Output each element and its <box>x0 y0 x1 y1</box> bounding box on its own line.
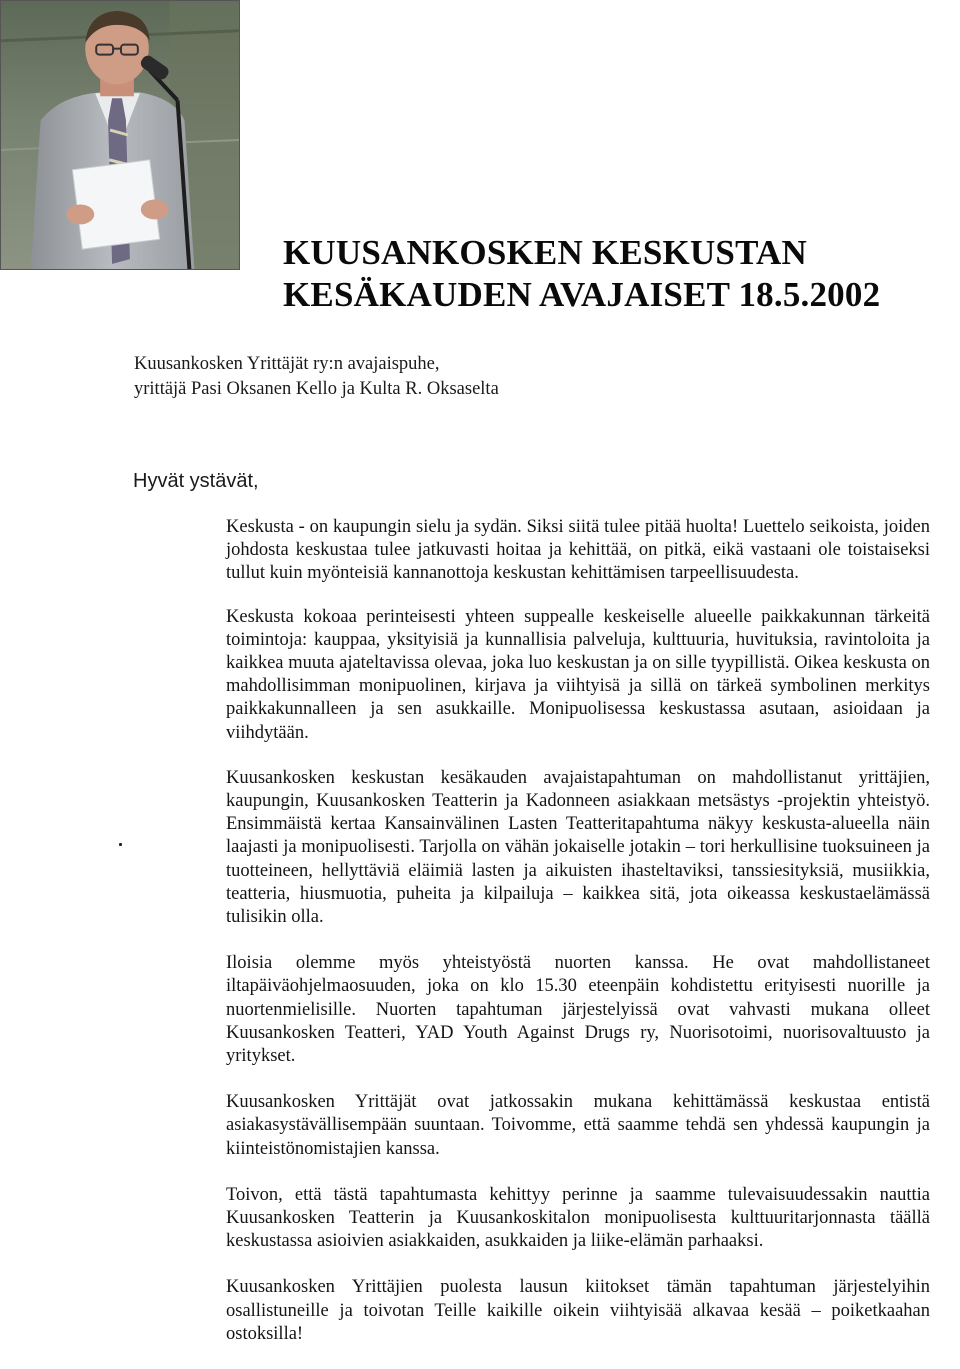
title-line-1: KUUSANKOSKEN KESKUSTAN <box>283 233 807 272</box>
scan-speck <box>119 843 122 846</box>
byline-line-1: Kuusankosken Yrittäjät ry:n avajaispuhe, <box>134 354 440 374</box>
paragraph-6: Toivon, että tästä tapahtumasta kehittyy perinne ja saamme tulevaisuudessakin nauttia Kuusankosken Teatterin ja Kuusankoskitalon monipuolisesta kulttuuritarjonnasta täällä keskustassa asioivien asiakkaiden, asukkaiden ja liike-elämän parhaaksi. <box>226 1184 930 1252</box>
paragraph-1: Keskusta - on kaupungin sielu ja sydän. Siksi siitä tulee pitää huolta! Luettelo seikoista, joiden johdosta keskustaa tulee jatkuvasti hoitaa ja kehittää, on pitkä, eikä vastaani ole toistaiseksi tullut kuin myönteisiä kannanottoja keskustan kehittämisen tarpeellisuudesta. <box>226 517 930 584</box>
page-title <box>283 232 880 316</box>
speech-body <box>226 516 930 1369</box>
paragraph-7: Kuusankosken Yrittäjien puolesta lausun kiitokset tämän tapahtuman järjestelyihin osallistuneille ja toivotan Teille kaikille oikein viihtyisää alkavaa kesää – poiketkaahan ostoksilla! <box>226 1277 930 1344</box>
paragraph-5: Kuusankosken Yrittäjät ovat jatkossakin mukana kehittämässä keskustaa entistä asiakasystävällisempään suuntaan. Toivomme, että saamme tehdä sen yhdessä kaupungin ja kiinteistönomistajien kanssa. <box>226 1092 930 1159</box>
paragraph-2: Keskusta kokoaa perinteisesti yhteen suppealle keskeiselle alueelle paikkakunnan tärkeitä toimintoja: kauppaa, yksityisiä ja kunnallisia palveluja, kulttuuria, huvituksia, ravintoloita ja kaikkea muuta ajateltavissa olevaa, joka luo keskustan ja on sille tyypillistä. Oikea keskusta on mahdollisimman monipuolinen, kirjava ja viihtyisä ja sillä on tärkeä symbolinen merkitys paikkakunnalleen ja sen asukkaille. Monipuolisessa keskustassa asutaan, asioidaan ja viihdytään. <box>226 606 930 743</box>
speaker-photo <box>0 0 240 270</box>
speech-byline <box>134 352 499 402</box>
speaker-illustration <box>1 1 239 269</box>
greeting: Hyvät ystävät, <box>133 470 259 492</box>
byline-line-2: yrittäjä Pasi Oksanen Kello ja Kulta R. Oksaselta <box>134 379 499 399</box>
paragraph-3: Kuusankosken keskustan kesäkauden avajaistapahtuman on mahdollistanut yrittäjien, kaupungin, Kuusankosken Teatterin ja Kadonneen asiakkaan metsästys -projektin yhteistyö. Ensimmäistä kertaa Kansainvälinen Lasten Teatteritapahtuma näkyy keskusta-alueella näin laajasti ja monipuolisesti. Tarjolla on vähän jokaiselle jotakin – tori herkullisine tuoksuineen ja tuotteineen, hellyttäviä eläimiä lasten ja aikuisten ihasteltaviksi, tanssiesityksiä, musiikkia, teatteria, hiusmuotia, puheita ja kilpailuja – kaikkea sitä, jota oikeassa keskustaelämässä tulisikin olla. <box>226 767 930 928</box>
paragraph-4: Iloisia olemme myös yhteistyöstä nuorten kanssa. He ovat mahdollistaneet iltapäiväohjelmaosuuden, joka on klo 15.30 eteenpäin kohdistettu erityisesti nuorille ja nuortenmielisille. Nuorten tapahtuman järjestelyissä ovat vahvasti mukana olleet Kuusankosken Teatteri, YAD Youth Against Drugs ry, Nuorisotoimi, nuorisovaltuusto ja yritykset. <box>226 953 930 1067</box>
title-line-2: KESÄKAUDEN AVAJAISET 18.5.2002 <box>283 275 881 314</box>
